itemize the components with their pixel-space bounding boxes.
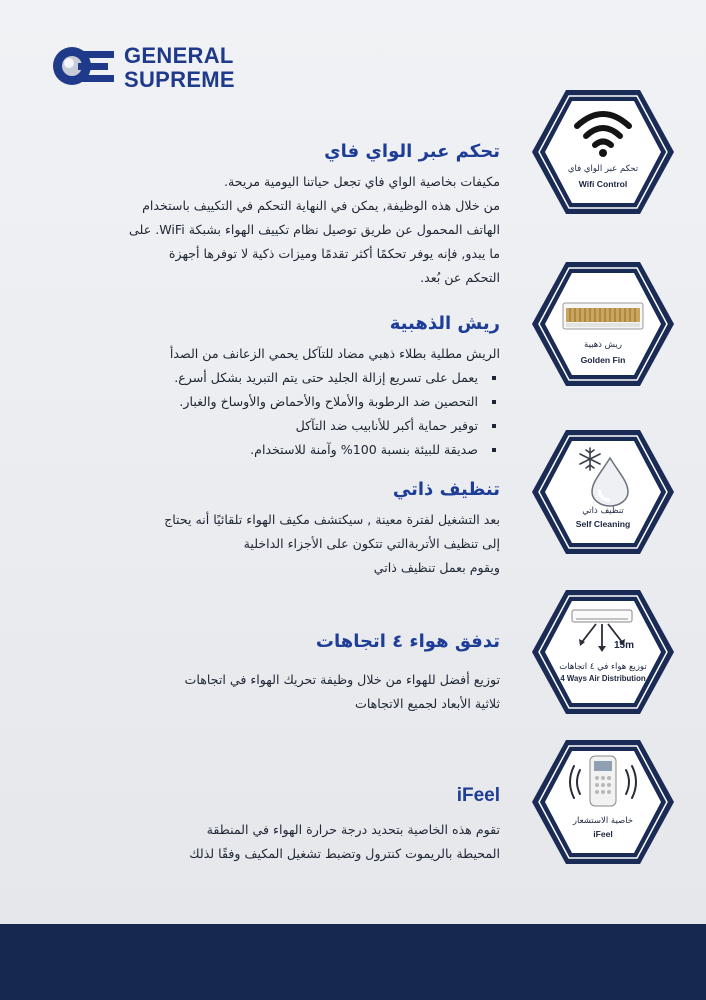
snowflake-drop-icon	[574, 446, 632, 508]
section-title: تنظيف ذاتي	[392, 479, 500, 500]
section-title: تحكم عبر الواي فاي	[324, 141, 500, 162]
paragraph-line: بعد التشغيل لفترة معينة , سيكتشف مكيف الهواء تلقائيًا أنه يحتاج	[164, 512, 500, 527]
paragraph-line: ويقوم بعمل تنظيف ذاتي	[373, 560, 500, 575]
remote-sensor-icon	[566, 752, 640, 812]
wifi-icon	[573, 106, 633, 158]
paragraph-line: تقوم هذه الخاصية بتحديد درجة حرارة الهواء في المنطقة	[206, 822, 500, 837]
section-ifeel	[20, 784, 500, 866]
badge-golden-fin	[530, 260, 676, 388]
paragraph-line: التحكم عن بُعد.	[420, 270, 500, 285]
distance-label: 15m	[613, 640, 634, 651]
paragraph-line: الهاتف المحمول عن طريق توصيل نظام تكييف الهواء بشبكة WiFi. على	[129, 222, 500, 237]
badge-label-en: iFeel	[593, 829, 613, 839]
paragraph-line: مكيفات بخاصية الواي فاي تجعل حياتنا اليومية مريحة.	[223, 174, 500, 189]
section-title: iFeel	[456, 785, 500, 806]
gs-logo-icon	[48, 42, 118, 90]
ac-unit-icon	[562, 302, 644, 330]
brand-name	[124, 44, 235, 92]
section-title: ريش الذهبية	[389, 313, 500, 334]
section-wifi-control	[20, 140, 500, 290]
badge-wifi-control	[530, 88, 676, 216]
feature-bullets	[20, 366, 500, 462]
badge-ifeel	[530, 738, 676, 866]
bullet-item: توفير حماية أكبر للأنابيب ضد التآكل	[20, 414, 478, 438]
badge-label-ar: ريش ذهبية	[584, 340, 622, 350]
brand-line2: SUPREME	[124, 67, 235, 92]
section-intro: الريش مطلية بطلاء ذهبي مضاد للتآكل يحمي الزعانف من الصدأ	[169, 346, 500, 361]
brand-logo	[48, 42, 278, 92]
paragraph-line: توزيع أفضل للهواء من خلال وظيفة تحريك الهواء في اتجاهات	[184, 672, 500, 687]
badge-four-way-air	[530, 588, 676, 716]
section-four-way-airflow	[20, 630, 500, 716]
badge-label-en: Self Cleaning	[575, 519, 631, 529]
badge-label-en: Wifi Control	[578, 179, 628, 189]
badge-label-ar: توزيع هواء في ٤ اتجاهات	[559, 662, 647, 672]
brand-line1: GENERAL	[124, 43, 234, 68]
paragraph-line: المحيطة بالريموت كنترول وتضبط تشغيل المكيف وفقًا لذلك	[189, 846, 500, 861]
bullet-item: التحصين ضد الرطوبة والأملاح والأحماض والأوساخ والغبار.	[20, 390, 478, 414]
section-self-cleaning	[20, 478, 500, 580]
paragraph-line: من خلال هذه الوظيفة, يمكن في النهاية التحكم في التكييف باستخدام	[142, 198, 500, 213]
footer-band	[0, 924, 706, 1000]
paragraph-line: ما يبدو, فإنه يوفر تحكمًا أكثر تقدمًا وميزات ذكية لا توفرها أجهزة	[168, 246, 500, 261]
badge-label-en: 4 Ways Air Distribution	[560, 674, 646, 683]
paragraph-line: إلى تنظيف الأتربةالتي تتكون على الأجزاء الداخلية	[243, 536, 500, 551]
badge-label-ar: تحكم عبر الواي فاي	[567, 164, 639, 174]
badge-label-en: Golden Fin	[580, 355, 626, 365]
section-title: تدفق هواء ٤ اتجاهات	[315, 631, 500, 652]
bullet-item: يعمل على تسريع إزالة الجليد حتى يتم التبريد بشكل أسرع.	[20, 366, 478, 390]
paragraph-line: ثلاثية الأبعاد لجميع الاتجاهات	[354, 696, 500, 711]
bullet-item: صديقة للبيئة بنسبة 100% وآمنة للاستخدام.	[20, 438, 478, 462]
section-golden-fin	[20, 312, 500, 462]
badge-self-cleaning	[530, 428, 676, 556]
badge-label-ar: خاصية الاستشعار	[572, 816, 634, 826]
badge-label-ar: تنظيف ذاتي	[582, 506, 624, 516]
